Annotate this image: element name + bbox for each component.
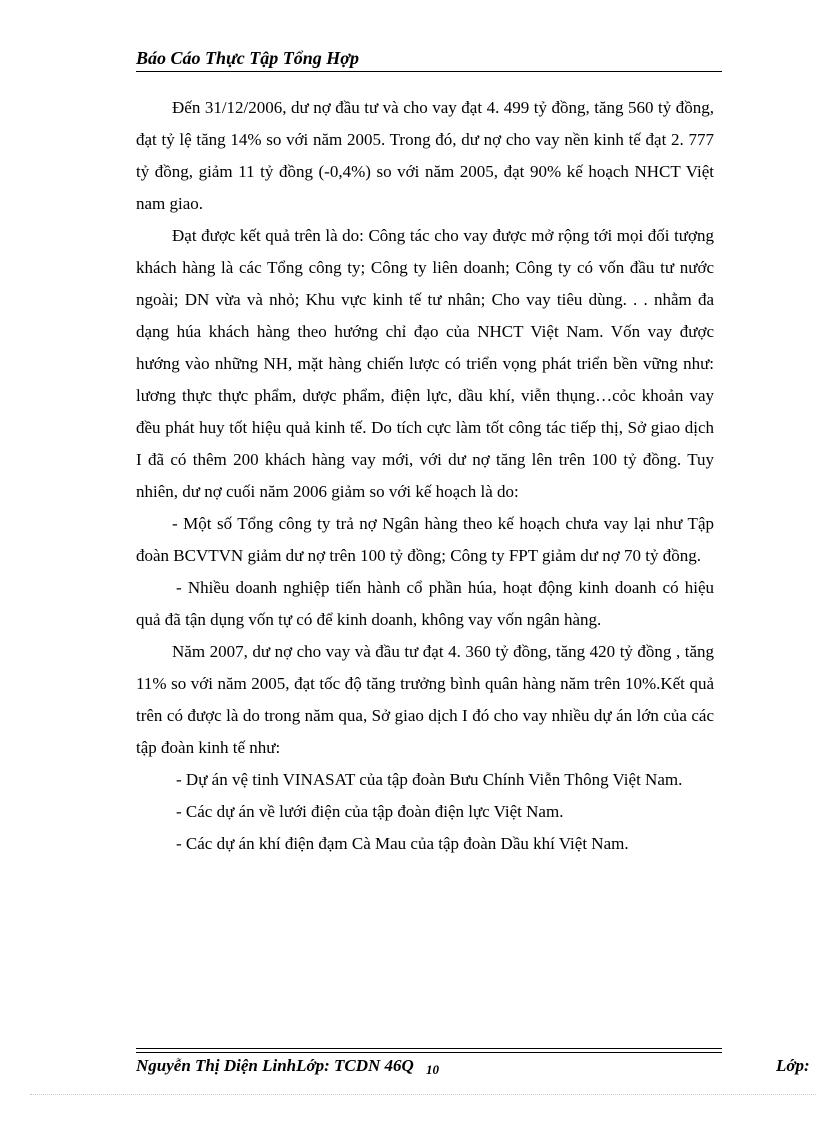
footer-rule <box>136 1048 722 1053</box>
paragraph: - Nhiều doanh nghiệp tiến hành cổ phần húa, hoạt động kinh doanh có hiệu quả đã tận dụng vốn tự có để kinh doanh, không vay vốn ngân hàng. <box>136 578 714 629</box>
footer-author-class: Nguyễn Thị Diện LinhLớp: TCDN 46Q <box>136 1056 414 1075</box>
page-bottom-dotted-line <box>30 1094 816 1095</box>
page-number: 10 <box>426 1062 439 1077</box>
paragraph: Năm 2007, dư nợ cho vay và đầu tư đạt 4. 360 tỷ đồng, tăng 420 tỷ đồng , tăng 11% so với năm 2005, đạt tốc độ tăng trưởng bình quân hàng năm trên 10%.Kết quả trên có được là do trong năm qua, Sở giao dịch I đó cho vay nhiều dự án lớn của các tập đoàn kinh tế như: <box>136 642 714 757</box>
paragraph: - Các dự án về lưới điện của tập đoàn điện lực Việt Nam. <box>176 802 564 821</box>
paragraph: - Một số Tổng công ty trả nợ Ngân hàng theo kế hoạch chưa vay lại như Tập đoàn BCVTVN giảm dư nợ trên 100 tỷ đồng; Công ty FPT giảm dư nợ 70 tỷ đồng. <box>136 514 714 565</box>
paragraph: Đến 31/12/2006, dư nợ đầu tư và cho vay đạt 4. 499 tỷ đồng, tăng 560 tỷ đồng, đạt tỷ lệ tăng 14% so với năm 2005. Trong đó, dư nợ cho vay nền kinh tế đạt 2. 777 tỷ đồng, giảm 11 tỷ đồng (-0,4%) so với năm 2005, đạt 90% kế hoạch NHCT Việt nam giao. <box>136 98 714 213</box>
paragraph: Đạt được kết quả trên là do: Công tác cho vay được mở rộng tới mọi đối tượng khách hàng là các Tổng công ty; Công ty liên doanh; Công ty có vốn đầu tư nước ngoài; DN vừa và nhỏ; Khu vực kinh tế tư nhân; Cho vay tiêu dùng. . . nhằm đa dạng húa khách hàng theo hướng chỉ đạo của NHCT Việt Nam. Vốn vay được hướng vào những NH, mặt hàng chiến lược có triển vọng phát triển bền vững như: lương thực thực phẩm, dược phẩm, điện lực, dầu khí, viễn thụng…cỏc khoản vay đều phát huy tốt hiệu quả kinh tế. Do tích cực làm tốt công tác tiếp thị, Sở giao dịch I đã có thêm 200 khách hàng vay mới, với dư nợ tăng lên trên 100 tỷ đồng. Tuy nhiên, dư nợ cuối năm 2006 giảm so với kế hoạch là do: <box>136 226 714 501</box>
paragraph: - Các dự án khí điện đạm Cà Mau của tập đoàn Dầu khí Việt Nam. <box>176 834 629 853</box>
paragraph: - Dự án vệ tinh VINASAT của tập đoàn Bưu Chính Viễn Thông Việt Nam. <box>176 770 683 789</box>
footer-right-label: Lớp: <box>776 1056 810 1075</box>
header-rule <box>136 71 722 72</box>
header-title: Báo Cáo Thực Tập Tổng Hợp <box>136 48 359 68</box>
document-body <box>136 92 714 860</box>
